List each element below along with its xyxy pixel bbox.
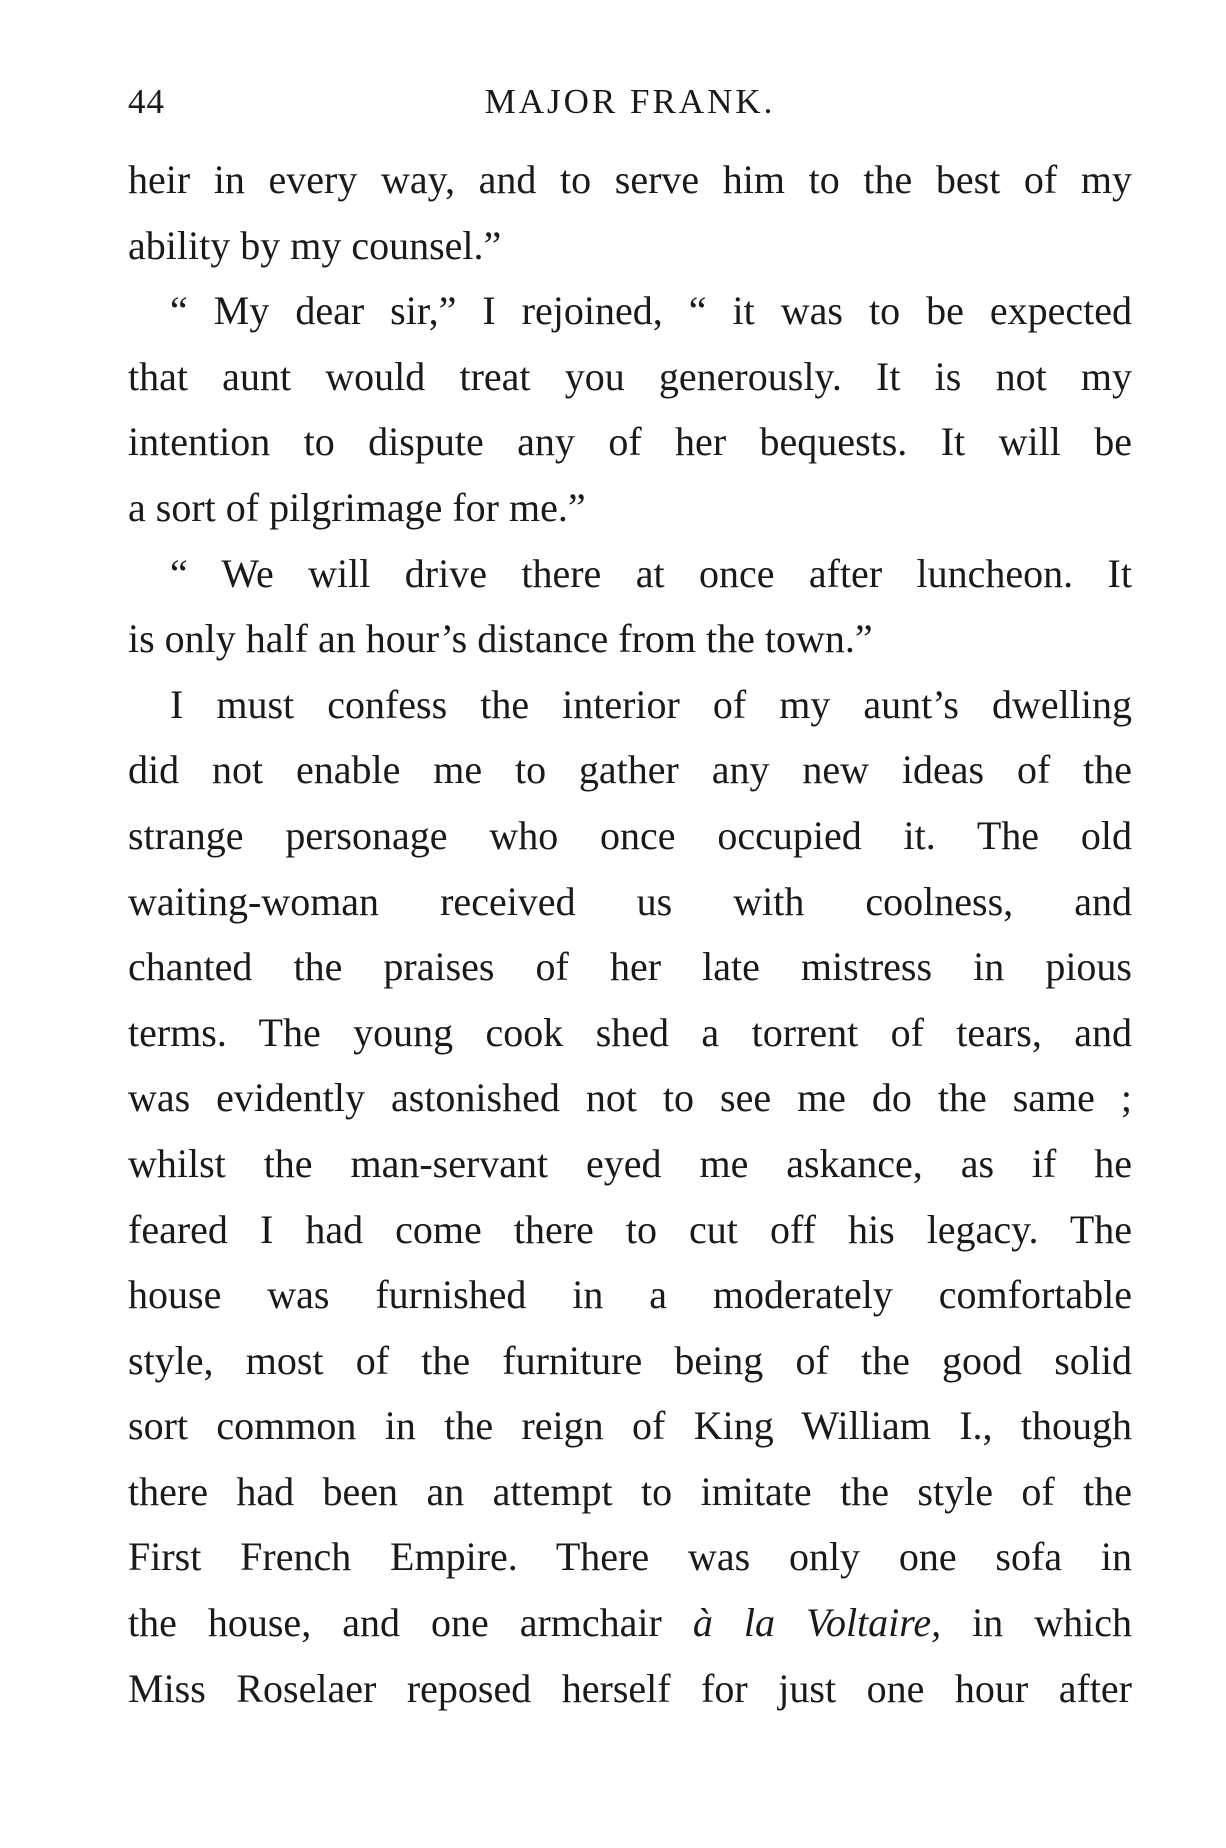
- text-line: house was furnished in a moderately comfortable: [128, 1272, 1132, 1318]
- text-line: did not enable me to gather any new ideas of the: [128, 747, 1132, 793]
- text-line: Miss Roselaer reposed herself for just one hour after: [128, 1665, 1132, 1711]
- text-line: “ We will drive there at once after luncheon. It: [170, 550, 1132, 596]
- text-line: waiting-woman received us with coolness, and: [128, 878, 1132, 924]
- text-line: feared I had come there to cut off his legacy. The: [128, 1206, 1132, 1252]
- text-line: there had been an attempt to imitate the style of the: [128, 1468, 1132, 1514]
- text-line: I must confess the interior of my aunt’s dwelling: [170, 681, 1132, 727]
- text-line: style, most of the furniture being of the good solid: [128, 1337, 1132, 1383]
- text-line: sort common in the reign of King William I., though: [128, 1403, 1132, 1449]
- text-line: was evidently astonished not to see me do the same ;: [128, 1075, 1132, 1121]
- text-line: that aunt would treat you generously. It is not my: [128, 353, 1132, 399]
- page-number: 44: [128, 82, 165, 121]
- text-line: heir in every way, and to serve him to the best of my: [128, 157, 1132, 202]
- text-run: the house, and one armchair: [128, 1600, 693, 1646]
- text-line: strange personage who once occupied it. The old: [128, 812, 1132, 858]
- text-line: “ My dear sir,” I rejoined, “ it was to be expected: [170, 288, 1132, 334]
- text-line: ability by my counsel.”: [128, 222, 502, 268]
- text-line: whilst the man-servant eyed me askance, as if he: [128, 1140, 1132, 1186]
- italic-phrase: à la Voltaire,: [692, 1600, 942, 1646]
- page-header: [128, 78, 1132, 126]
- body-text: [128, 147, 1132, 1721]
- text-line: is only half an hour’s distance from the town.”: [128, 616, 873, 662]
- text-run: in which: [941, 1600, 1132, 1646]
- text-line: a sort of pilgrimage for me.”: [128, 484, 586, 530]
- text-line: intention to dispute any of her bequests. It will be: [128, 419, 1132, 465]
- text-line: chanted the praises of her late mistress in pious: [128, 944, 1132, 990]
- running-title: MAJOR FRANK.: [484, 82, 776, 121]
- text-line-with-italic: [128, 1590, 1132, 1656]
- text-line: terms. The young cook shed a torrent of tears, and: [128, 1009, 1132, 1055]
- text-line: First French Empire. There was only one sofa in: [128, 1534, 1132, 1580]
